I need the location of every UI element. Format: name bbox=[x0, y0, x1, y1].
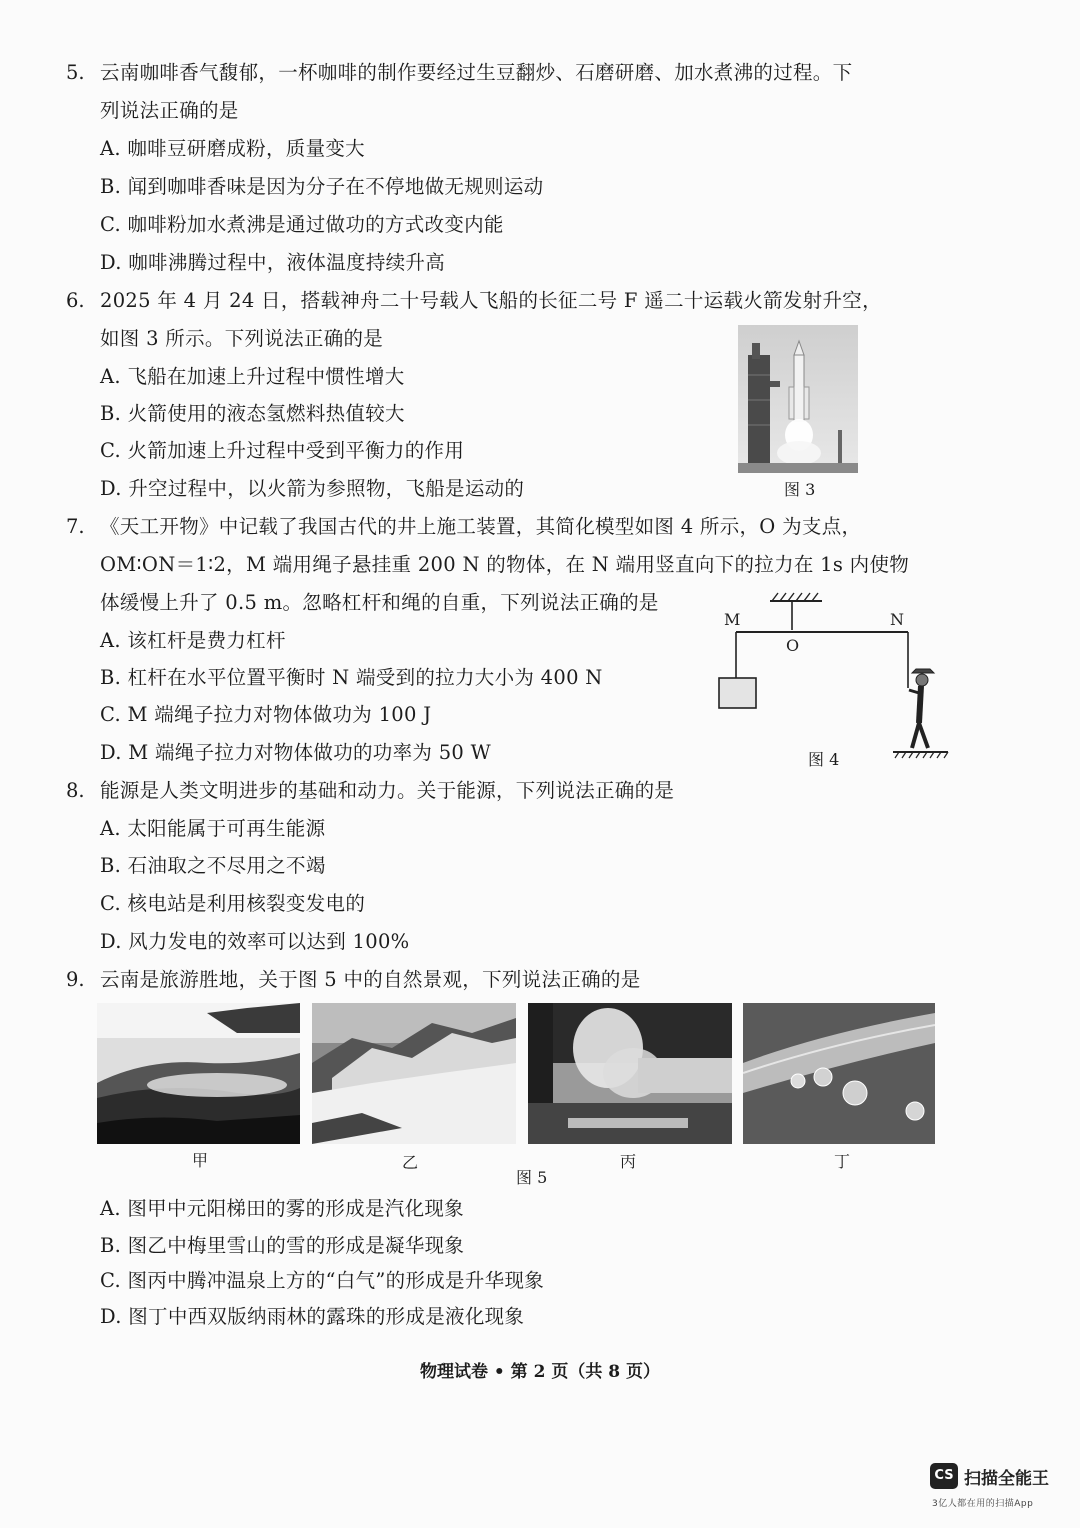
question-text: OM∶ON＝1∶2，M 端用绳子悬挂重 200 N 的物体，在 N 端用竖直向下的拉力在 1s 内使物 bbox=[100, 553, 910, 576]
answer-option: B. 杠杆在水平位置平衡时 N 端受到的拉力大小为 400 N bbox=[100, 666, 603, 689]
answer-option: D. 图丁中西双版纳雨林的露珠的形成是液化现象 bbox=[100, 1305, 525, 1328]
question-number: 7. bbox=[66, 515, 85, 538]
rocket-launch-photo bbox=[738, 325, 858, 473]
answer-option: B. 火箭使用的液态氢燃料热值较大 bbox=[100, 402, 405, 425]
page-footer: 物理试卷 • 第 2 页（共 8 页） bbox=[419, 1362, 661, 1382]
answer-option: D. 风力发电的效率可以达到 100% bbox=[100, 930, 410, 953]
photo-label: 甲 bbox=[192, 1151, 209, 1170]
question-text: 2025 年 4 月 24 日，搭载神舟二十号载人飞船的长征二号 F 遥二十运载火箭发射升空， bbox=[100, 289, 882, 312]
photo-label: 丙 bbox=[620, 1152, 637, 1171]
watermark-name: 扫描全能王 bbox=[964, 1469, 1049, 1489]
answer-option: B. 图乙中梅里雪山的雪的形成是凝华现象 bbox=[100, 1234, 465, 1257]
snow-mountain-photo bbox=[312, 1003, 516, 1144]
answer-option: B. 石油取之不尽用之不竭 bbox=[100, 854, 326, 877]
answer-option: C. M 端绳子拉力对物体做功为 100 J bbox=[100, 703, 432, 726]
photo-label: 丁 bbox=[834, 1152, 851, 1171]
fog-terraces-photo bbox=[97, 1003, 300, 1144]
figure-caption: 图 5 bbox=[516, 1168, 548, 1187]
question-number: 6. bbox=[66, 289, 85, 312]
answer-option: A. 咖啡豆研磨成粉，质量变大 bbox=[100, 137, 365, 160]
question-number: 9. bbox=[66, 968, 85, 991]
answer-option: C. 图丙中腾冲温泉上方的“白气”的形成是升华现象 bbox=[100, 1269, 545, 1292]
dew-drops-photo bbox=[743, 1003, 935, 1144]
question-text: 云南咖啡香气馥郁，一杯咖啡的制作要经过生豆翻炒、石磨研磨、加水煮沸的过程。下 bbox=[100, 61, 853, 84]
question-text: 《天工开物》中记载了我国古代的井上施工装置，其简化模型如图 4 所示，O 为支点， bbox=[100, 515, 862, 538]
answer-option: C. 核电站是利用核裂变发电的 bbox=[100, 892, 366, 915]
lever-label-m: M bbox=[724, 610, 741, 629]
question-text: 体缓慢上升了 0.5 m。忽略杠杆和绳的自重，下列说法正确的是 bbox=[100, 591, 659, 614]
question-number: 5. bbox=[66, 61, 85, 84]
question-text: 能源是人类文明进步的基础和动力。关于能源，下列说法正确的是 bbox=[100, 779, 675, 802]
answer-option: C. 火箭加速上升过程中受到平衡力的作用 bbox=[100, 439, 465, 462]
answer-option: A. 太阳能属于可再生能源 bbox=[100, 817, 326, 840]
watermark-tagline: 3亿人都在用的扫描App bbox=[932, 1499, 1034, 1509]
answer-option: A. 该杠杆是费力杠杆 bbox=[100, 629, 286, 652]
lever-label-o: O bbox=[786, 636, 800, 655]
scanner-watermark bbox=[930, 1463, 1060, 1513]
figure-caption: 图 4 bbox=[808, 750, 840, 769]
figure-caption: 图 3 bbox=[784, 480, 816, 499]
answer-option: A. 飞船在加速上升过程中惯性增大 bbox=[100, 365, 405, 388]
photo-label: 乙 bbox=[402, 1153, 419, 1172]
answer-option: D. 咖啡沸腾过程中，液体温度持续升高 bbox=[100, 251, 446, 274]
question-text: 云南是旅游胜地，关于图 5 中的自然景观，下列说法正确的是 bbox=[100, 968, 641, 991]
question-number: 8. bbox=[66, 779, 85, 802]
answer-option: B. 闻到咖啡香味是因为分子在不停地做无规则运动 bbox=[100, 175, 544, 198]
answer-option: D. M 端绳子拉力对物体做功的功率为 50 W bbox=[100, 741, 491, 764]
hot-spring-photo bbox=[528, 1003, 732, 1144]
answer-option: C. 咖啡粉加水煮沸是通过做功的方式改变内能 bbox=[100, 213, 504, 236]
question-text: 列说法正确的是 bbox=[100, 99, 239, 122]
answer-option: A. 图甲中元阳梯田的雾的形成是汽化现象 bbox=[100, 1197, 464, 1220]
cs-logo-icon: CS bbox=[930, 1463, 958, 1489]
lever-label-n: N bbox=[890, 610, 904, 629]
question-text: 如图 3 所示。下列说法正确的是 bbox=[100, 327, 384, 350]
answer-option: D. 升空过程中，以火箭为参照物，飞船是运动的 bbox=[100, 477, 525, 500]
